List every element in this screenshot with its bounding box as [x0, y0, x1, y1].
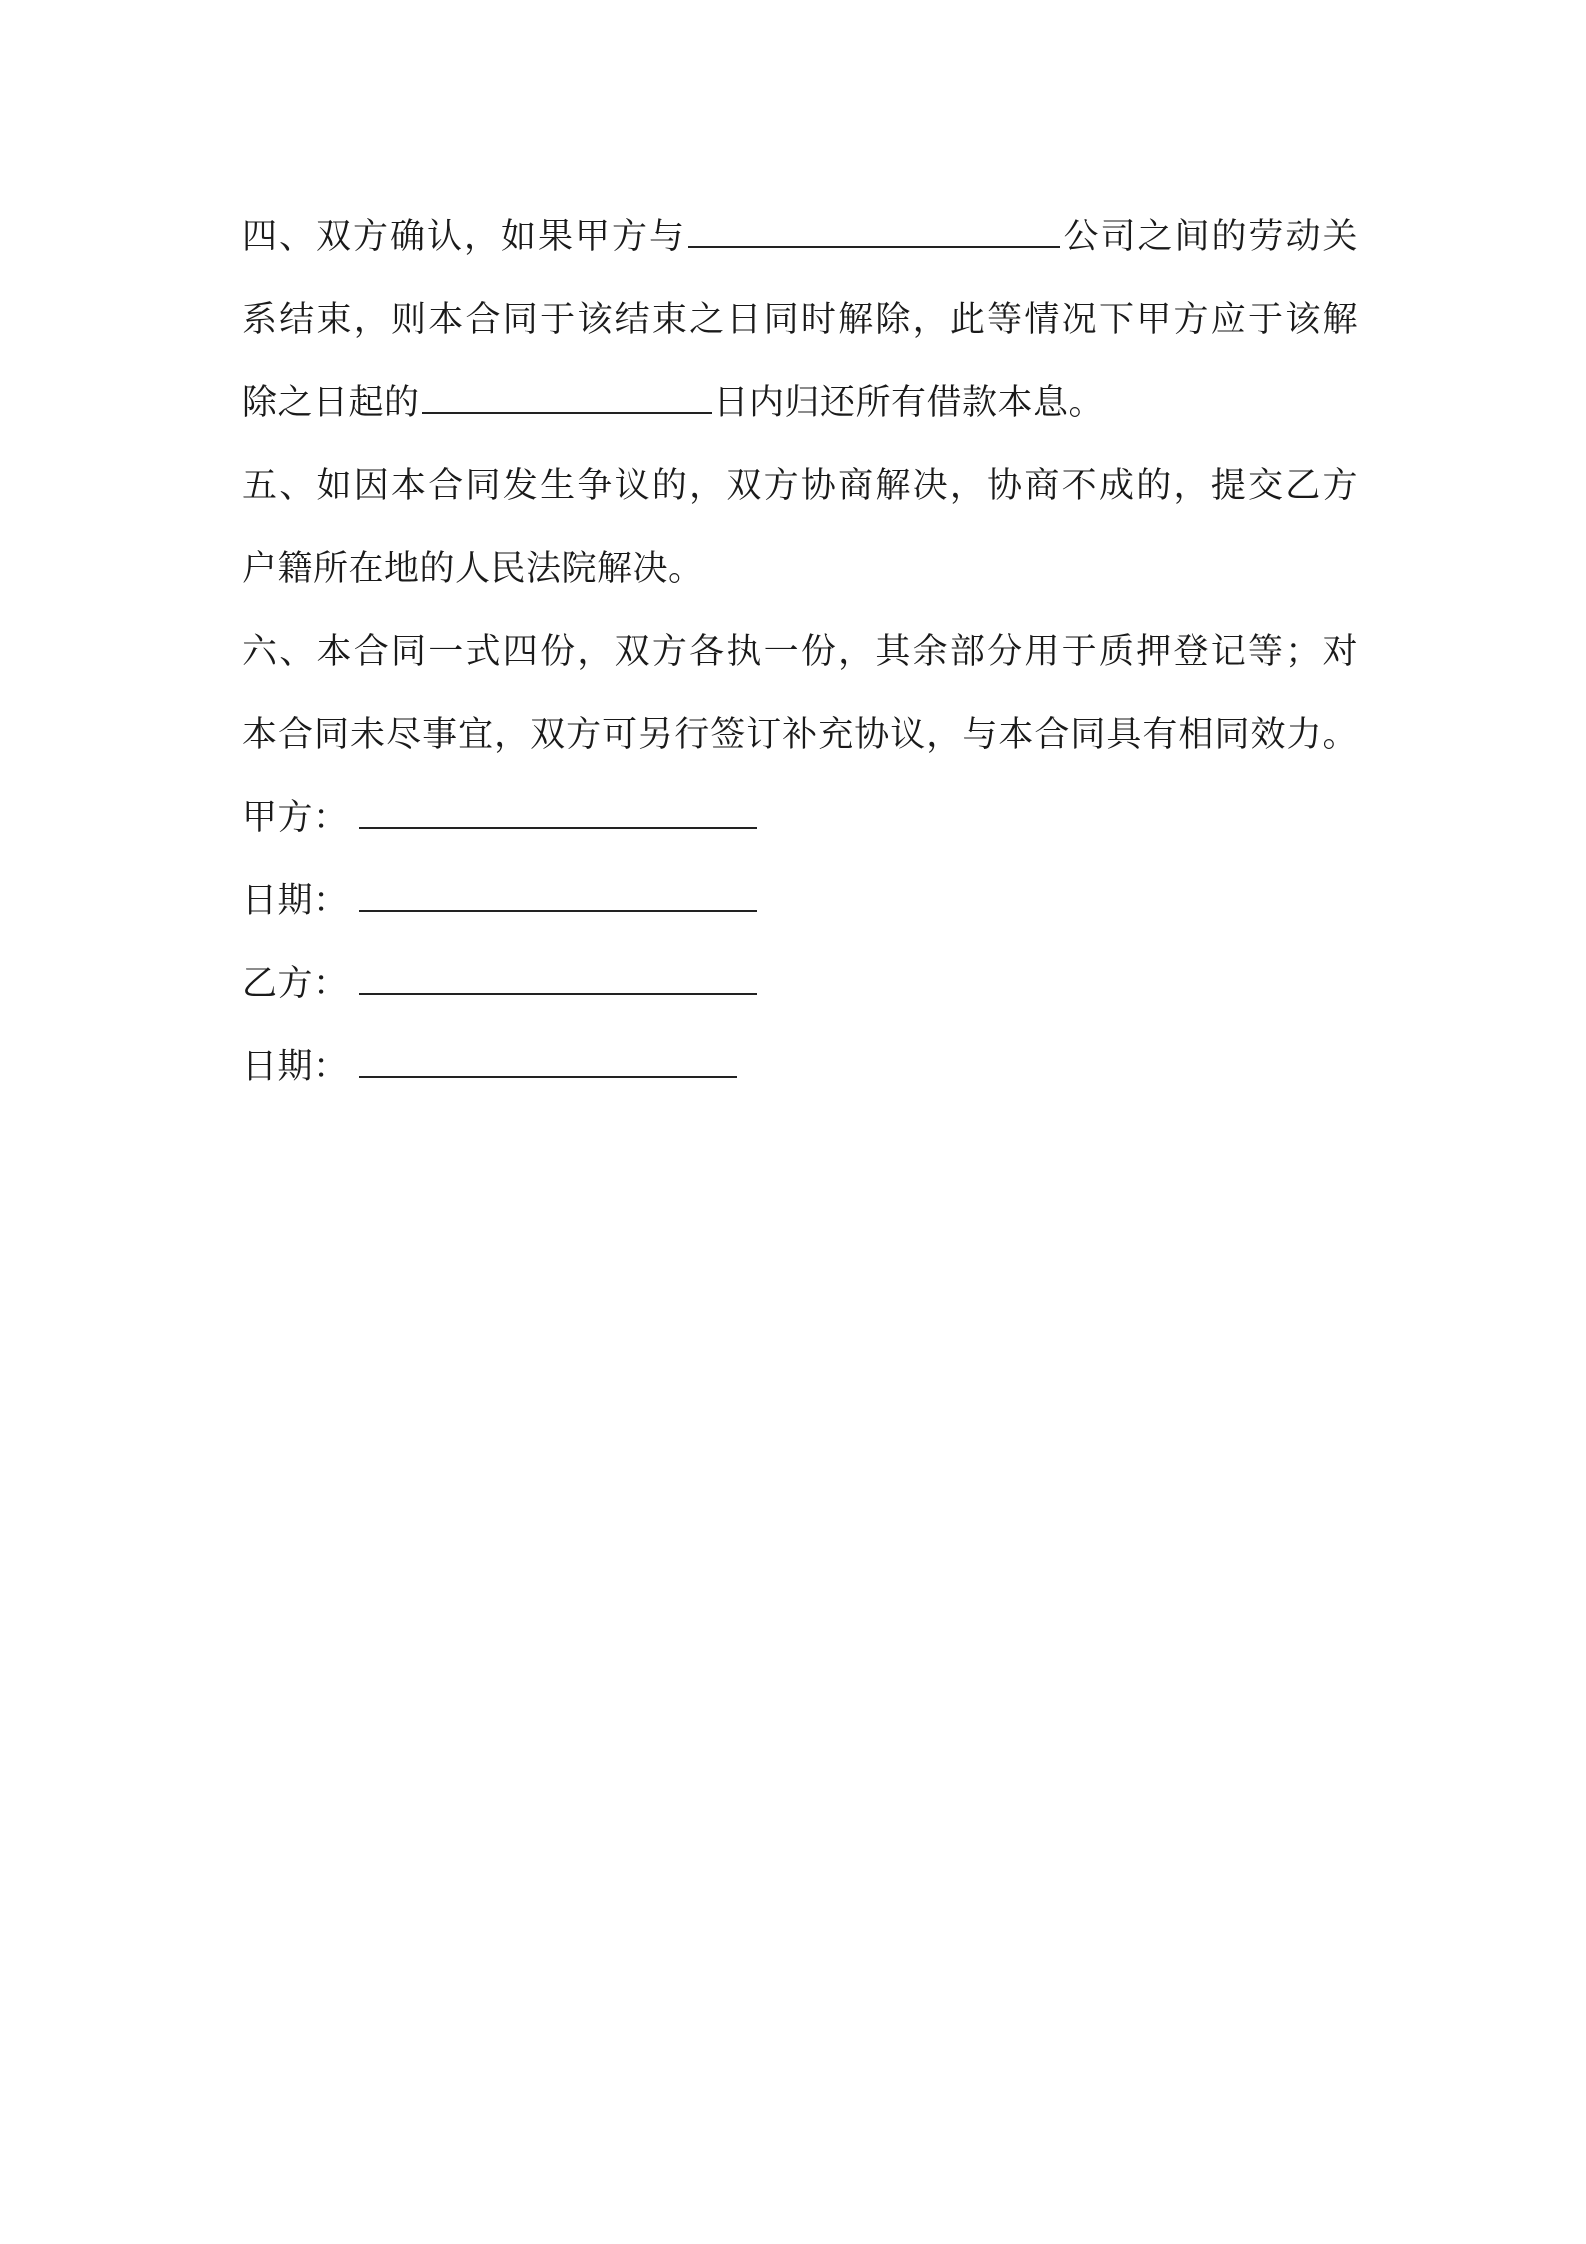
- clause-4-text-before-company: 四、双方确认，如果甲方与: [242, 217, 686, 257]
- company-name-blank[interactable]: [688, 216, 1060, 248]
- party-b-date-blank[interactable]: [359, 1046, 737, 1078]
- clause-5-line-2: 户籍所在地的人民法院解决。: [242, 549, 704, 589]
- clause-5-line-1: 五、如因本合同发生争议的，双方协商解决，协商不成的，提交乙方: [242, 466, 1358, 506]
- party-a-date-row: [242, 860, 1358, 943]
- contract-body: [242, 196, 1358, 1109]
- clause-6-line-1: 六、本合同一式四份，双方各执一份，其余部分用于质押登记等；对: [242, 632, 1358, 672]
- party-a-date-label: 日期：: [242, 881, 349, 921]
- party-b-signature-row: [242, 943, 1358, 1026]
- party-a-date-blank[interactable]: [359, 880, 757, 912]
- clause-4-line-1: [242, 196, 1358, 279]
- party-b-signature-blank[interactable]: [359, 963, 757, 995]
- party-b-label: 乙方：: [242, 964, 349, 1004]
- clause-4-line-2: 系结束，则本合同于该结束之日同时解除，此等情况下甲方应于该解: [242, 300, 1358, 340]
- party-a-signature-blank[interactable]: [359, 797, 757, 829]
- clause-4-text-after-days: 日内归还所有借款本息。: [713, 383, 1105, 423]
- party-a-label: 甲方：: [242, 798, 349, 838]
- clause-4-text-before-days: 除之日起的: [242, 383, 420, 423]
- party-b-date-row: [242, 1026, 1358, 1109]
- clause-4-line-3: [242, 362, 1358, 445]
- clause-6-line-2: 本合同未尽事宜，双方可另行签订补充协议，与本合同具有相同效力。: [242, 715, 1358, 755]
- party-b-date-label: 日期：: [242, 1047, 349, 1087]
- repayment-days-blank[interactable]: [422, 382, 712, 414]
- party-a-signature-row: [242, 777, 1358, 860]
- clause-4-text-after-company: 公司之间的劳动关: [1061, 217, 1358, 257]
